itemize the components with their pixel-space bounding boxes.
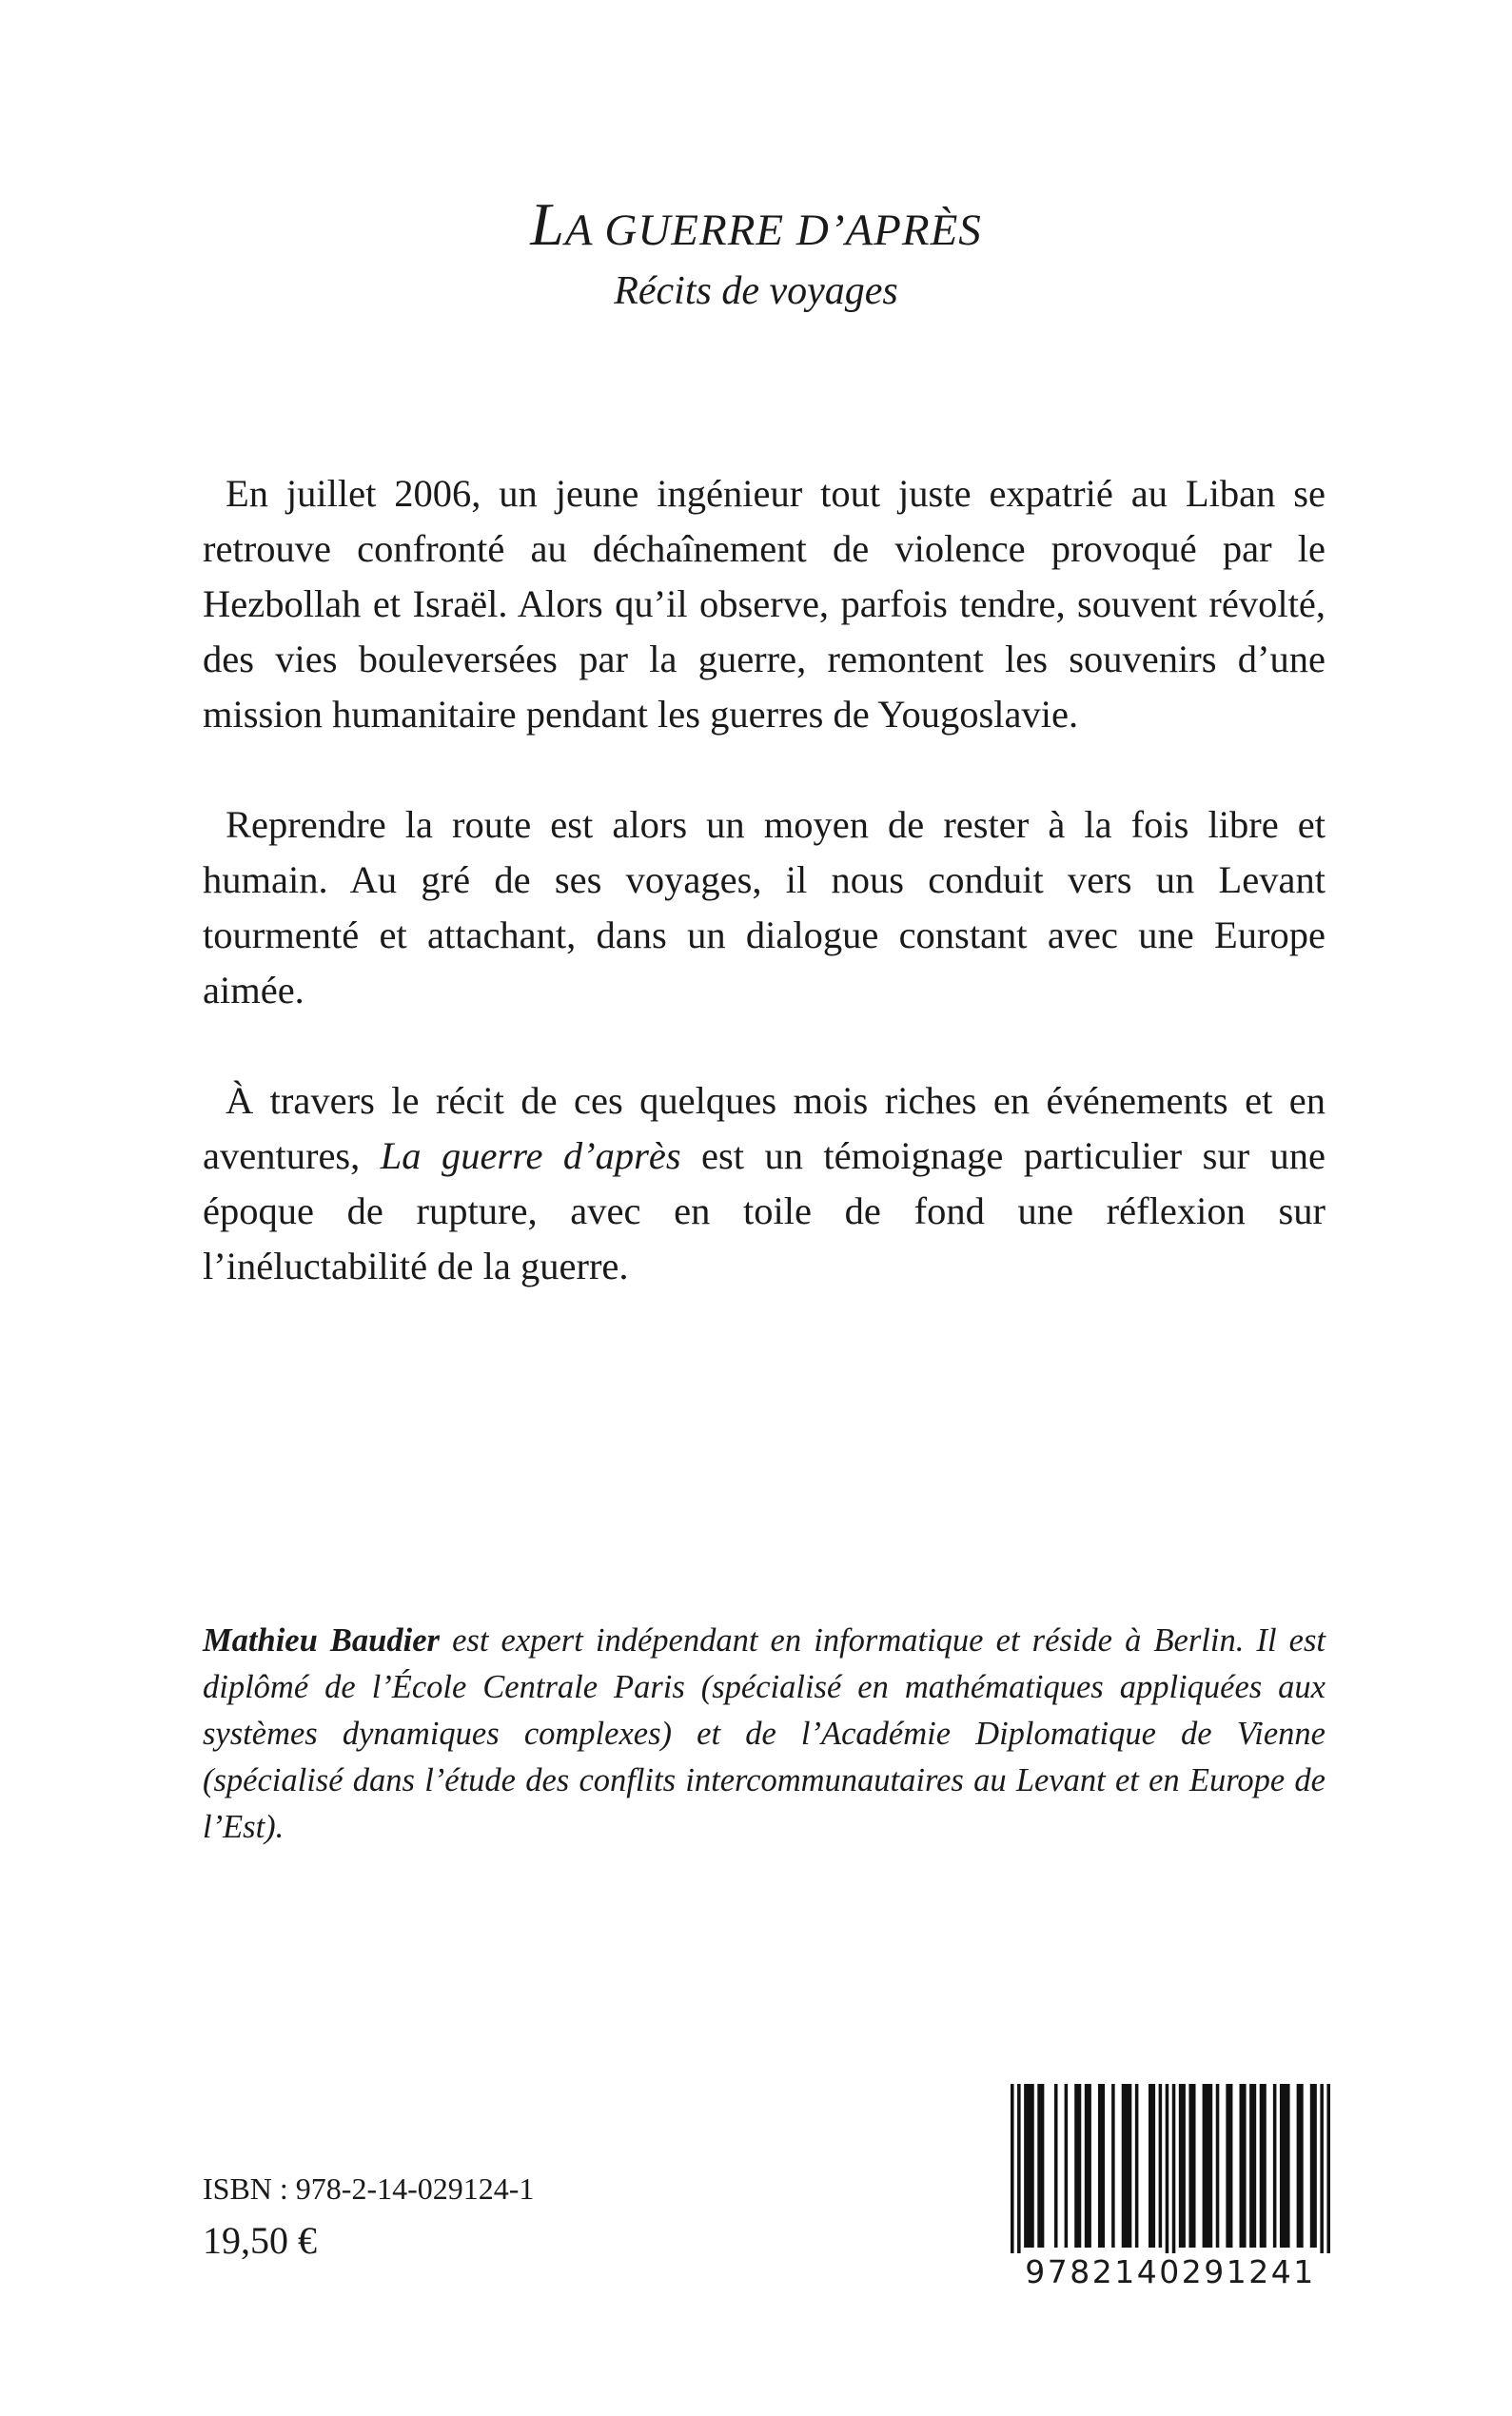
- title-capital: L: [530, 190, 565, 258]
- barcode-bar: [1260, 2084, 1267, 2248]
- barcode-bar: [1074, 2084, 1081, 2248]
- barcode-bars: [1009, 2084, 1332, 2253]
- barcode-bar: [1240, 2084, 1247, 2248]
- barcode-bar: [1320, 2084, 1324, 2253]
- author-name: Mathieu Baudier: [203, 1622, 440, 1659]
- barcode-bar: [1297, 2084, 1304, 2248]
- barcode-bar: [1249, 2084, 1256, 2248]
- synopsis-paragraph-1: En juillet 2006, un jeune ingénieur tout juste expatrié au Liban se retrouve confronté au déchaînement de violence provoqué par le Hezbollah et Israël. Alors qu’il observe, parfois tendre, souvent révolté, des vies bouleversées par la guerre, remontent les souvenirs d’une mission humanitaire pendant les guerres de Yougoslavie.: [203, 472, 1325, 736]
- barcode-bar: [1172, 2084, 1176, 2253]
- isbn: ISBN : 978-2-14-029124-1: [203, 2171, 535, 2206]
- synopsis-p3-after: est un témoignage particulier sur une époque de rupture, avec en toile de fond une réflexion sur l’inéluctabilité de la guerre.: [203, 1134, 1326, 1287]
- synopsis-p3-before: À travers le récit de ces quelques mois riches en événements et en aventures,: [203, 1079, 1325, 1177]
- barcode-bar: [1085, 2084, 1091, 2248]
- barcode-bar: [1310, 2084, 1317, 2248]
- title-small-caps-2: GUERRE D’APRÈS: [604, 206, 982, 255]
- barcode-digits: 9782140291241: [1025, 2253, 1316, 2290]
- title-small-caps-1: A: [564, 206, 605, 255]
- book-title: [0, 190, 1512, 265]
- barcode-bar: [1024, 2084, 1034, 2248]
- barcode-bar: [1017, 2084, 1021, 2253]
- barcode-bar: [1216, 2084, 1220, 2248]
- barcode-bar: [1149, 2084, 1155, 2248]
- synopsis-paragraph-2: Reprendre la route est alors un moyen de rester à la fois libre et humain. Au gré de ses voyages, il nous conduit vers un Levant tourmenté et attachant, dans un dialogue constant avec une Europe aimée.: [203, 803, 1325, 1012]
- barcode-bar: [1098, 2084, 1105, 2248]
- barcode-bar: [1166, 2084, 1169, 2253]
- barcode-bar: [1273, 2084, 1277, 2248]
- barcode-bar: [1054, 2084, 1058, 2248]
- barcode-bar: [1037, 2084, 1044, 2248]
- barcode-bar: [1065, 2084, 1069, 2248]
- title-block: [0, 190, 1512, 318]
- barcode-bar: [1280, 2084, 1290, 2248]
- barcode-bar: [1011, 2084, 1014, 2253]
- barcode-bar: [1179, 2084, 1186, 2248]
- synopsis-p3-title: La guerre d’après: [380, 1134, 681, 1177]
- synopsis: [203, 466, 1325, 1294]
- author-bio-text: est expert indépendant en informatique et réside à Berlin. Il est diplômé de l’École Centrale Paris (spécialisé en mathématiques appliquées aux systèmes dynamiques complexes) et de l’Académie Diplomatique de Vienne (spécialisé dans l’étude des conflits intercommunautaires au Levant et en Europe de l’Est).: [203, 1622, 1326, 1845]
- price: 19,50 €: [203, 2219, 317, 2262]
- barcode-bar: [1111, 2084, 1115, 2248]
- barcode-bar: [1203, 2084, 1213, 2248]
- barcode-bar: [1226, 2084, 1232, 2248]
- book-subtitle: Récits de voyages: [614, 269, 898, 313]
- barcode-bar: [1135, 2084, 1139, 2248]
- synopsis-paragraph-3: [203, 1073, 1325, 1294]
- barcode-bar: [1159, 2084, 1163, 2248]
- barcode-bar: [1326, 2084, 1330, 2253]
- barcode-bar: [1122, 2084, 1132, 2248]
- author-bio: [203, 1618, 1325, 1851]
- ean13-barcode-icon: [1009, 2084, 1332, 2305]
- barcode-bar: [1188, 2084, 1195, 2248]
